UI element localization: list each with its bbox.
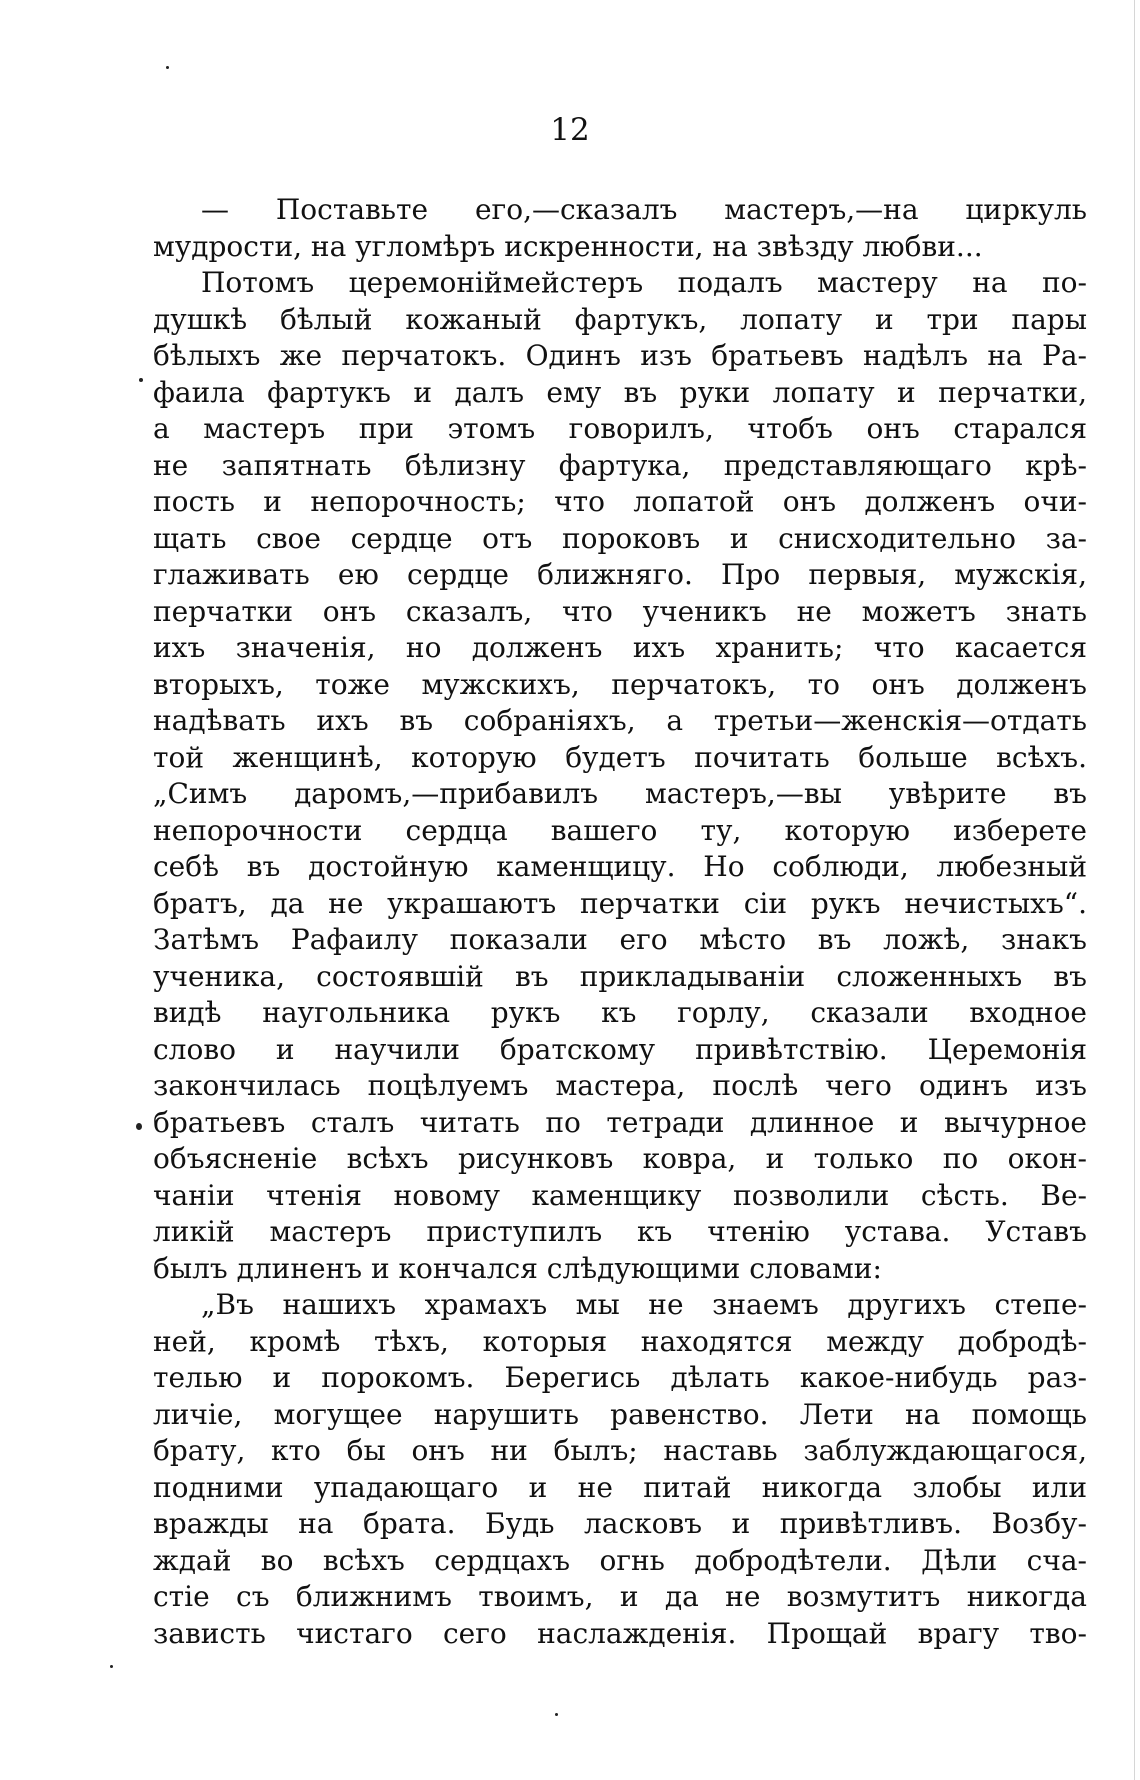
text-line: фаила фартукъ и далъ ему въ руки лопату и перчатки, [153, 375, 1087, 409]
text-line: перчатки онъ сказалъ, что ученикъ не можетъ знать [153, 594, 1087, 628]
text-line: ждай во всѣхъ сердцахъ огнь добродѣтели. Дѣли сча- [153, 1543, 1087, 1577]
body-text [153, 192, 1087, 1652]
text-line: глаживать ею сердце ближняго. Про первыя, мужскiя, [153, 558, 1087, 591]
text-line: личiе, могущее нарушить равенство. Лети на помощь [153, 1397, 1087, 1431]
text-line: бѣлыхъ же перчатокъ. Одинъ изъ братьевъ надѣлъ на Ра- [153, 339, 1087, 372]
text-line: ихъ значенiя, но долженъ ихъ хранить; что касается [153, 631, 1087, 664]
scan-speck [136, 1123, 142, 1130]
text-line: брату, кто бы онъ ни былъ; наставь заблуждающагося, [153, 1434, 1087, 1467]
text-line: душкѣ бѣлый кожаный фартукъ, лопату и три пары [153, 302, 1087, 336]
text-line: а мастеръ при этомъ говорилъ, чтобъ онъ старался [153, 412, 1087, 445]
text-line: ликiй мастеръ приступилъ къ чтенiю устава. Уставъ [153, 1215, 1087, 1248]
text-line: — Поставьте его,—сказалъ мастеръ,—на циркуль [201, 193, 1087, 226]
text-line: Затѣмъ Рафаилу показали его мѣсто въ ложѣ, знакъ [153, 923, 1087, 956]
text-line: видѣ наугольника рукъ къ горлу, сказали входное [153, 996, 1087, 1029]
text-line: мудрости, на угломѣръ искренности, на звѣзду любви... [153, 229, 983, 263]
text-line: надѣвать ихъ въ собранiяхъ, а третьи—женскiя—отдать [153, 704, 1087, 737]
page-number: 12 [550, 112, 590, 148]
scan-speck [166, 66, 169, 69]
text-line: непорочности сердца вашего ту, которую изберете [153, 813, 1087, 847]
text-line: себѣ въ достойную каменщицу. Но соблюди, любезный [153, 850, 1087, 883]
text-line: зависть чистаго сего наслажденiя. Прощай врагу тво- [153, 1616, 1087, 1650]
text-line: „Симъ даромъ,—прибавилъ мастеръ,—вы увѣрите въ [153, 777, 1087, 810]
text-line: объясненiе всѣхъ рисунковъ ковра, и только по окон- [153, 1142, 1087, 1175]
text-line: былъ длиненъ и кончался слѣдующими словами: [153, 1251, 882, 1285]
text-line: ученика, состоявшiй въ прикладыванiи сложенныхъ въ [153, 959, 1087, 993]
text-line: не запятнать бѣлизну фартука, представляющаго крѣ- [153, 448, 1087, 482]
text-line: пость и непорочность; что лопатой онъ долженъ очи- [153, 485, 1087, 518]
scan-speck [555, 1713, 558, 1716]
text-line: вторыхъ, тоже мужскихъ, перчатокъ, то онъ долженъ [153, 667, 1087, 701]
text-line: братьевъ сталъ читать по тетради длинное и вычурное [153, 1105, 1087, 1139]
text-line: вражды на брата. Будь ласковъ и привѣтливъ. Возбу- [153, 1507, 1087, 1540]
text-line: щать свое сердце отъ пороковъ и снисходительно за- [153, 521, 1087, 555]
text-line: закончилась поцѣлуемъ мастера, послѣ чего одинъ изъ [153, 1069, 1087, 1102]
text-line: телью и порокомъ. Берегись дѣлать какое-нибудь раз- [153, 1361, 1087, 1394]
scan-speck [110, 1665, 113, 1668]
text-line: Потомъ церемонiймейстеръ подалъ мастеру на по- [201, 266, 1087, 299]
text-line: слово и научили братскому привѣтствiю. Церемонiя [153, 1032, 1087, 1066]
text-line: братъ, да не украшаютъ перчатки сiи рукъ нечистыхъ“. [153, 886, 1087, 920]
text-line: подними упадающаго и не питай никогда злобы или [153, 1470, 1087, 1504]
text-line: стiе съ ближнимъ твоимъ, и да не возмутитъ никогда [153, 1580, 1087, 1613]
scan-speck [139, 378, 143, 382]
text-line: „Въ нашихъ храмахъ мы не знаемъ другихъ степе- [201, 1288, 1087, 1321]
scan-edge-line [1134, 0, 1135, 1780]
text-line: ней, кромѣ тѣхъ, которыя находятся между добродѣ- [153, 1324, 1087, 1358]
text-line: той женщинѣ, которую будетъ почитать больше всѣхъ. [153, 740, 1087, 774]
text-line: чанiи чтенiя новому каменщику позволили сѣсть. Ве- [153, 1178, 1087, 1212]
